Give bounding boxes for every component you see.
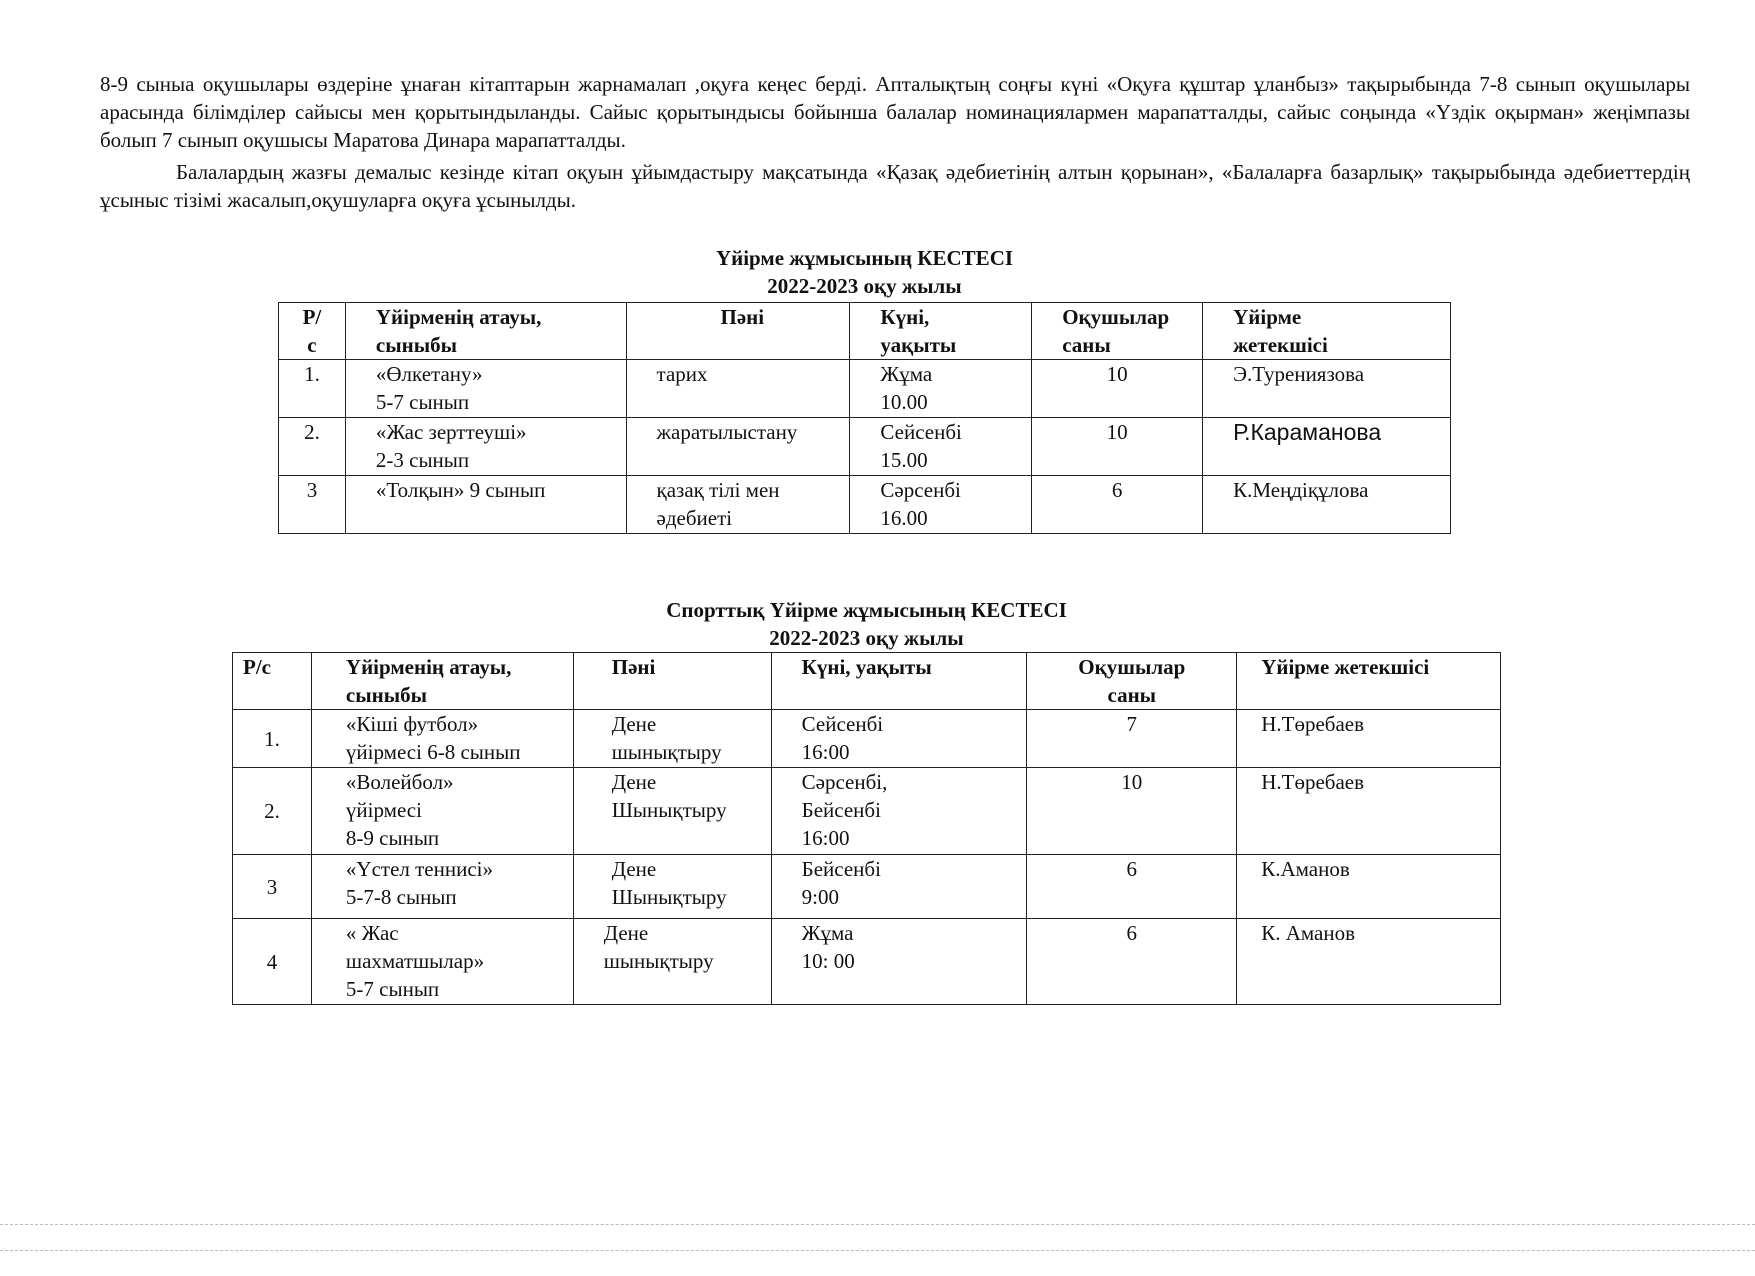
cell-leader: Н.Төребаев: [1237, 710, 1501, 768]
cell-club-name: «Толқын» 9 сынып: [345, 476, 626, 534]
cell-subject: жаратылыстану: [626, 418, 850, 476]
cell-number: 2.: [233, 768, 312, 855]
cell-club-name: «Өлкетану» 5-7 сынып: [345, 360, 626, 418]
scan-artifact-line: [0, 1250, 1755, 1251]
header-cell-subject: Пәні: [626, 303, 850, 360]
cell-student-count: 7: [1027, 710, 1237, 768]
cell-leader: Э.Турениязова: [1203, 360, 1451, 418]
header-cell-leader: Үйірме жетекшісі: [1203, 303, 1451, 360]
cell-number: 1.: [233, 710, 312, 768]
header-cell-day-time: Күні, уақыты: [771, 653, 1027, 710]
cell-student-count: 6: [1027, 919, 1237, 1005]
table-row: [279, 476, 1451, 534]
header-cell-subject: Пәні: [573, 653, 771, 710]
cell-day-time: Сейсенбі 15.00: [850, 418, 1032, 476]
table-row: [279, 418, 1451, 476]
cell-club-name: «Кіші футбол» үйірмесі 6-8 сынып: [311, 710, 573, 768]
cell-student-count: 6: [1032, 476, 1203, 534]
cell-number: 1.: [279, 360, 346, 418]
cell-day-time: Сейсенбі 16:00: [771, 710, 1027, 768]
header-cell-student-count: Оқушылар саны: [1032, 303, 1203, 360]
cell-number: 4: [233, 919, 312, 1005]
table2-subtitle: 2022-2023 оқу жылы: [769, 626, 964, 650]
cell-subject: Дене Шынықтыру: [573, 855, 771, 919]
cell-day-time: Бейсенбі 9:00: [771, 855, 1027, 919]
cell-subject: тарих: [626, 360, 850, 418]
scan-artifact-line: [0, 1224, 1755, 1225]
table-row: [233, 710, 1501, 768]
cell-leader: К.Аманов: [1237, 855, 1501, 919]
cell-day-time: Жұма 10.00: [850, 360, 1032, 418]
cell-subject: қазақ тілі мен әдебиеті: [626, 476, 850, 534]
header-cell-number: Р/с: [233, 653, 312, 710]
cell-student-count: 10: [1032, 418, 1203, 476]
cell-number: 2.: [279, 418, 346, 476]
cell-student-count: 10: [1027, 768, 1237, 855]
cell-number: 3: [279, 476, 346, 534]
cell-day-time: Сәрсенбі, Бейсенбі 16:00: [771, 768, 1027, 855]
paragraph-1: 8-9 сыныа оқушылары өздеріне ұнаған кітаптарын жарнамалап ,оқуға кеңес берді. Апталықтың соңғы күні «Оқуға құштар ұланбыз» тақырыбында 7-8 сынып оқушылары арасында білімділер сайысы мен қорытындыланды. Сайыс қорытындысы бойынша балалар номинациялармен марапатталды, сайыс соңында «Үздік оқырман» жеңімпазы болып 7 сынып оқушысы Маратова Динара марапатталды.: [100, 72, 1690, 152]
club-schedule-table: [278, 302, 1451, 534]
header-cell-number: Р/ с: [279, 303, 346, 360]
header-cell-club-name: Үйірменің атауы, сыныбы: [345, 303, 626, 360]
header-cell-club-name: Үйірменің атауы, сыныбы: [311, 653, 573, 710]
sports-club-schedule-table: [232, 652, 1501, 1005]
cell-club-name: « Жас шахматшылар» 5-7 сынып: [311, 919, 573, 1005]
table-header-row: [233, 653, 1501, 710]
table1-subtitle: 2022-2023 оқу жылы: [767, 274, 962, 298]
cell-subject: Дене Шынықтыру: [573, 768, 771, 855]
cell-day-time: Жұма 10: 00: [771, 919, 1027, 1005]
table-row: [233, 855, 1501, 919]
cell-club-name: «Волейбол» үйірмесі 8-9 сынып: [311, 768, 573, 855]
table1-title: Үйірме жұмысының КЕСТЕСІ: [715, 246, 1014, 270]
cell-number: 3: [233, 855, 312, 919]
header-cell-leader: Үйірме жетекшісі: [1237, 653, 1501, 710]
cell-student-count: 6: [1027, 855, 1237, 919]
table-row: [233, 919, 1501, 1005]
cell-club-name: «Үстел теннисі» 5-7-8 сынып: [311, 855, 573, 919]
cell-leader: К.Меңдіқұлова: [1203, 476, 1451, 534]
paragraph-2: Балалардың жазғы демалыс кезінде кітап оқуын ұйымдастыру мақсатында «Қазақ әдебиетінің алтын қорынан», «Балаларға базарлық» тақырыбында әдебиеттердің ұсыныс тізімі жасалып,оқушуларға оқуға ұсынылды.: [100, 160, 1690, 212]
table-header-row: [279, 303, 1451, 360]
cell-day-time: Сәрсенбі 16.00: [850, 476, 1032, 534]
cell-student-count: 10: [1032, 360, 1203, 418]
cell-club-name: «Жас зерттеуші» 2-3 сынып: [345, 418, 626, 476]
header-cell-student-count: Оқушылар саны: [1027, 653, 1237, 710]
header-cell-day-time: Күні, уақыты: [850, 303, 1032, 360]
table-row: [233, 768, 1501, 855]
table2-title: Спорттық Үйірме жұмысының КЕСТЕСІ: [666, 598, 1067, 622]
table-row: [279, 360, 1451, 418]
cell-subject: Дене шынықтыру: [573, 710, 771, 768]
cell-subject: Дене шынықтыру: [573, 919, 771, 1005]
cell-leader: Н.Төребаев: [1237, 768, 1501, 855]
cell-leader: К. Аманов: [1237, 919, 1501, 1005]
cell-leader: Р.Караманова: [1203, 418, 1451, 476]
